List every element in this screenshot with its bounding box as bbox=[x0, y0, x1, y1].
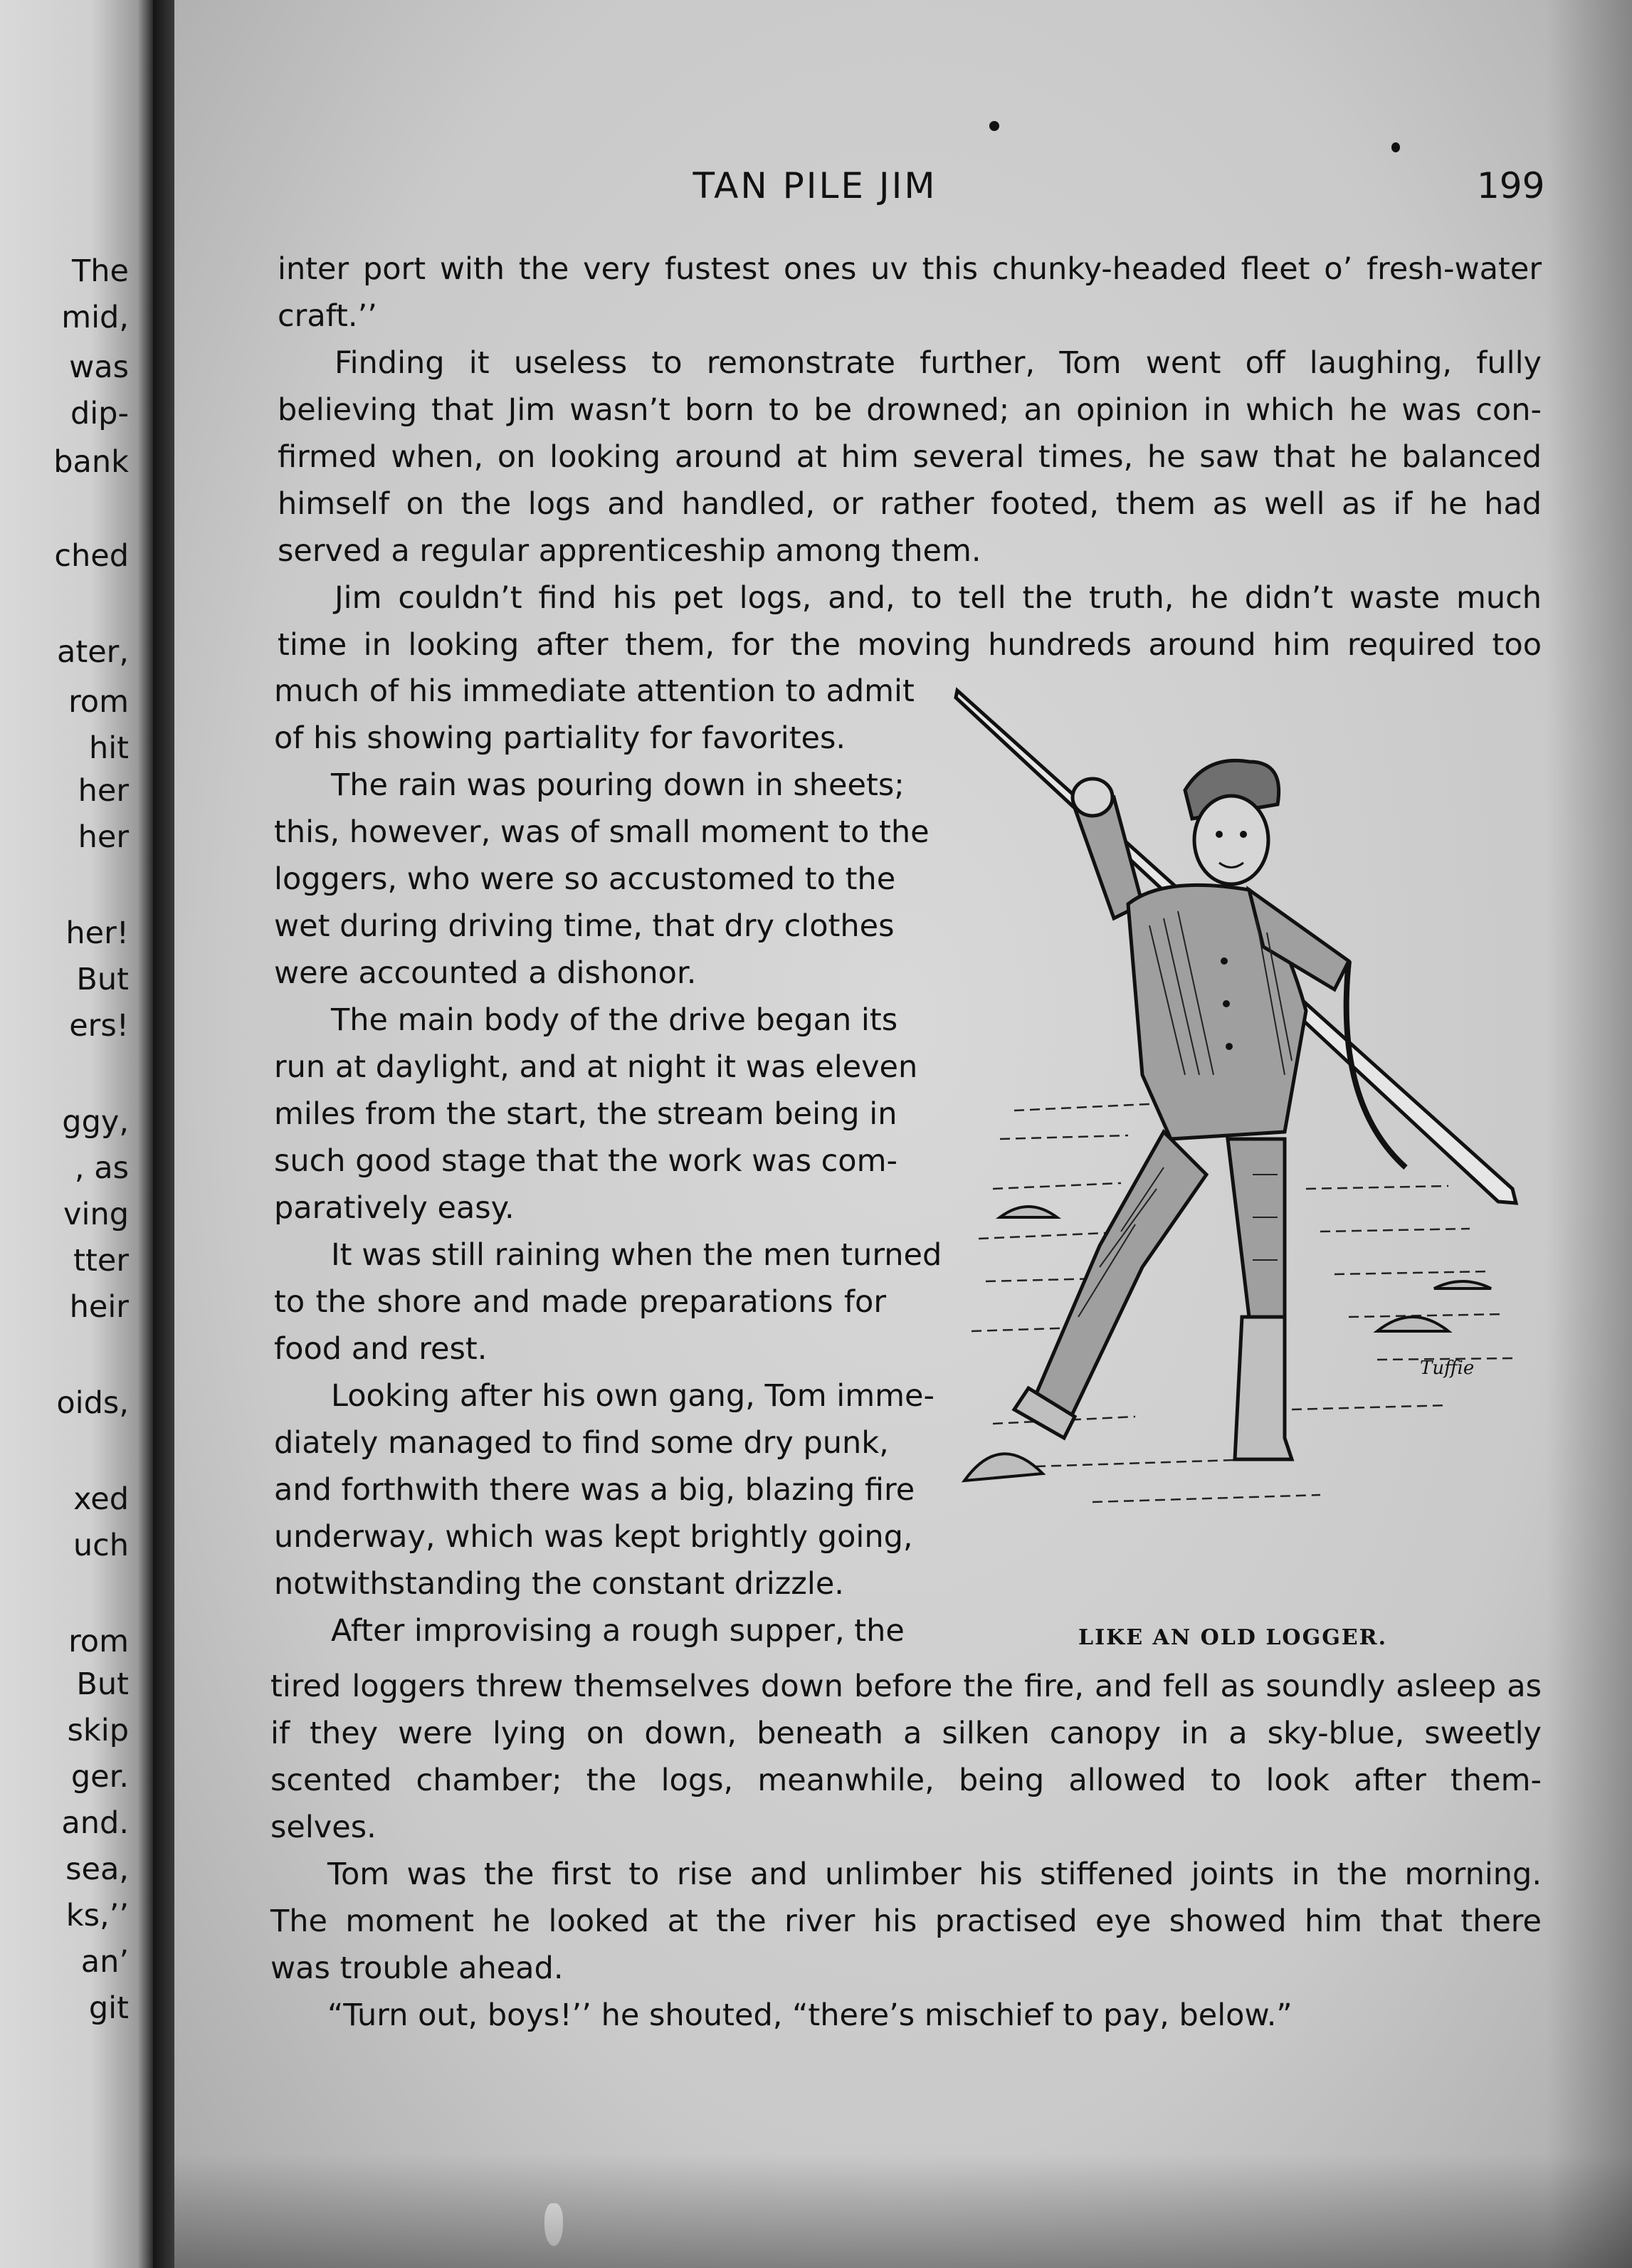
facing-page-text-fragment: ger. bbox=[70, 1759, 129, 1795]
text-line: notwithstanding the constant drizzle. bbox=[274, 1566, 844, 1602]
text-line: diately managed to find some dry punk, bbox=[274, 1425, 889, 1461]
illustration-caption: LIKE AN OLD LOGGER. bbox=[1078, 1625, 1388, 1650]
print-speck bbox=[1391, 142, 1400, 152]
text-line: of his showing partiality for favorites. bbox=[274, 720, 846, 756]
text-line: food and rest. bbox=[274, 1331, 488, 1367]
book-page bbox=[174, 0, 1632, 2268]
facing-page-text-fragment: tter bbox=[73, 1243, 129, 1279]
text-line: were accounted a dishonor. bbox=[274, 955, 697, 991]
facing-page-text-fragment: ggy, bbox=[62, 1104, 129, 1140]
text-line: underway, which was kept brightly going, bbox=[274, 1519, 913, 1555]
text-line: The main body of the drive began its bbox=[331, 1002, 898, 1038]
facing-page-text-fragment: ers! bbox=[69, 1008, 129, 1044]
text-line: Tom was the first to rise and unlimber his stiffened joints in the morning. bbox=[327, 1857, 1542, 1892]
facing-page-text-fragment: The bbox=[72, 253, 129, 289]
text-line: inter port with the very fustest ones uv this chunky-headed fleet o’ fresh-water bbox=[278, 251, 1542, 287]
text-line: tired loggers threw themselves down before the fire, and fell as soundly asleep as bbox=[270, 1669, 1542, 1704]
text-line: if they were lying on down, beneath a silken canopy in a sky-blue, sweetly bbox=[270, 1716, 1542, 1751]
facing-page-text-fragment: sea, bbox=[65, 1852, 129, 1887]
facing-page-text-fragment: But bbox=[76, 962, 129, 997]
facing-page-text-fragment: an’ bbox=[80, 1944, 129, 1980]
page-number: 199 bbox=[1477, 165, 1545, 206]
text-line: believing that Jim wasn’t born to be drowned; an opinion in which he was con- bbox=[278, 392, 1542, 428]
text-line: The rain was pouring down in sheets; bbox=[331, 767, 905, 803]
text-line: After improvising a rough supper, the bbox=[331, 1613, 905, 1649]
facing-page-text-fragment: git bbox=[88, 1990, 129, 2026]
facing-page-text-fragment: rom bbox=[68, 1624, 129, 1659]
text-line: firmed when, on looking around at him several times, he saw that he balanced bbox=[278, 439, 1542, 475]
running-head: TAN PILE JIM bbox=[693, 165, 937, 206]
text-line: this, however, was of small moment to the bbox=[274, 814, 930, 850]
text-line: miles from the start, the stream being in bbox=[274, 1096, 897, 1132]
facing-page-text-fragment: xed bbox=[73, 1481, 129, 1517]
facing-page-text-fragment: heir bbox=[69, 1289, 129, 1325]
facing-page-text-fragment: ched bbox=[54, 538, 129, 574]
text-line: Finding it useless to remonstrate further, Tom went off laughing, fully bbox=[335, 345, 1542, 381]
text-line: “Turn out, boys!’’ he shouted, “there’s mischief to pay, below.” bbox=[327, 1997, 1293, 2033]
text-line: such good stage that the work was com- bbox=[274, 1143, 898, 1179]
text-line: loggers, who were so accustomed to the bbox=[274, 861, 896, 897]
text-line: time in looking after them, for the moving hundreds around him required too bbox=[278, 627, 1542, 663]
text-line: Jim couldn’t find his pet logs, and, to tell the truth, he didn’t waste much bbox=[335, 580, 1542, 616]
text-line: selves. bbox=[270, 1810, 377, 1845]
facing-page-text-fragment: her! bbox=[65, 915, 129, 951]
text-line: paratively easy. bbox=[274, 1190, 515, 1226]
facing-page-text-fragment: , as bbox=[74, 1150, 129, 1186]
facing-page-text-fragment: oids, bbox=[56, 1385, 129, 1421]
text-line: run at daylight, and at night it was eleven bbox=[274, 1049, 918, 1085]
text-line: Looking after his own gang, Tom imme- bbox=[331, 1378, 935, 1414]
text-line: and forthwith there was a big, blazing fire bbox=[274, 1472, 915, 1508]
facing-page-edge bbox=[0, 0, 153, 2268]
facing-page-text-fragment: But bbox=[76, 1666, 129, 1702]
text-line: himself on the logs and handled, or rather footed, them as well as if he had bbox=[278, 486, 1542, 522]
facing-page-text-fragment: her bbox=[78, 819, 129, 855]
text-line: wet during driving time, that dry clothes bbox=[274, 908, 895, 944]
logger-illustration bbox=[950, 676, 1534, 1602]
facing-page-text-fragment: skip bbox=[67, 1713, 129, 1748]
book-gutter bbox=[153, 0, 174, 2268]
page-shadow bbox=[174, 2154, 1632, 2268]
text-line: served a regular apprenticeship among them. bbox=[278, 533, 981, 569]
text-line: was trouble ahead. bbox=[270, 1951, 564, 1986]
facing-page-text-fragment: mid, bbox=[61, 300, 129, 335]
facing-page-text-fragment: and. bbox=[61, 1805, 129, 1841]
text-line: craft.’’ bbox=[278, 298, 377, 334]
facing-page-text-fragment: hit bbox=[88, 730, 129, 766]
facing-page-text-fragment: bank bbox=[53, 444, 129, 480]
text-line: scented chamber; the logs, meanwhile, being allowed to look after them- bbox=[270, 1763, 1542, 1798]
facing-page-text-fragment: ater, bbox=[56, 634, 129, 670]
page-shadow bbox=[1547, 0, 1632, 2268]
text-line: The moment he looked at the river his practised eye showed him that there bbox=[270, 1904, 1542, 1939]
facing-page-text-fragment: dip- bbox=[70, 396, 129, 431]
facing-page-text-fragment: uch bbox=[73, 1528, 129, 1563]
print-speck bbox=[989, 121, 999, 131]
illustrator-signature: Tuffie bbox=[1420, 1358, 1475, 1379]
text-line: It was still raining when the men turned bbox=[331, 1237, 942, 1273]
facing-page-text-fragment: rom bbox=[68, 684, 129, 720]
text-line: to the shore and made preparations for bbox=[274, 1284, 886, 1320]
facing-page-text-fragment: her bbox=[78, 773, 129, 809]
facing-page-text-fragment: was bbox=[69, 350, 129, 385]
facing-page-text-fragment: ving bbox=[63, 1197, 129, 1232]
facing-page-text-fragment: ks,’’ bbox=[65, 1898, 129, 1933]
text-line: much of his immediate attention to admit bbox=[274, 673, 915, 709]
